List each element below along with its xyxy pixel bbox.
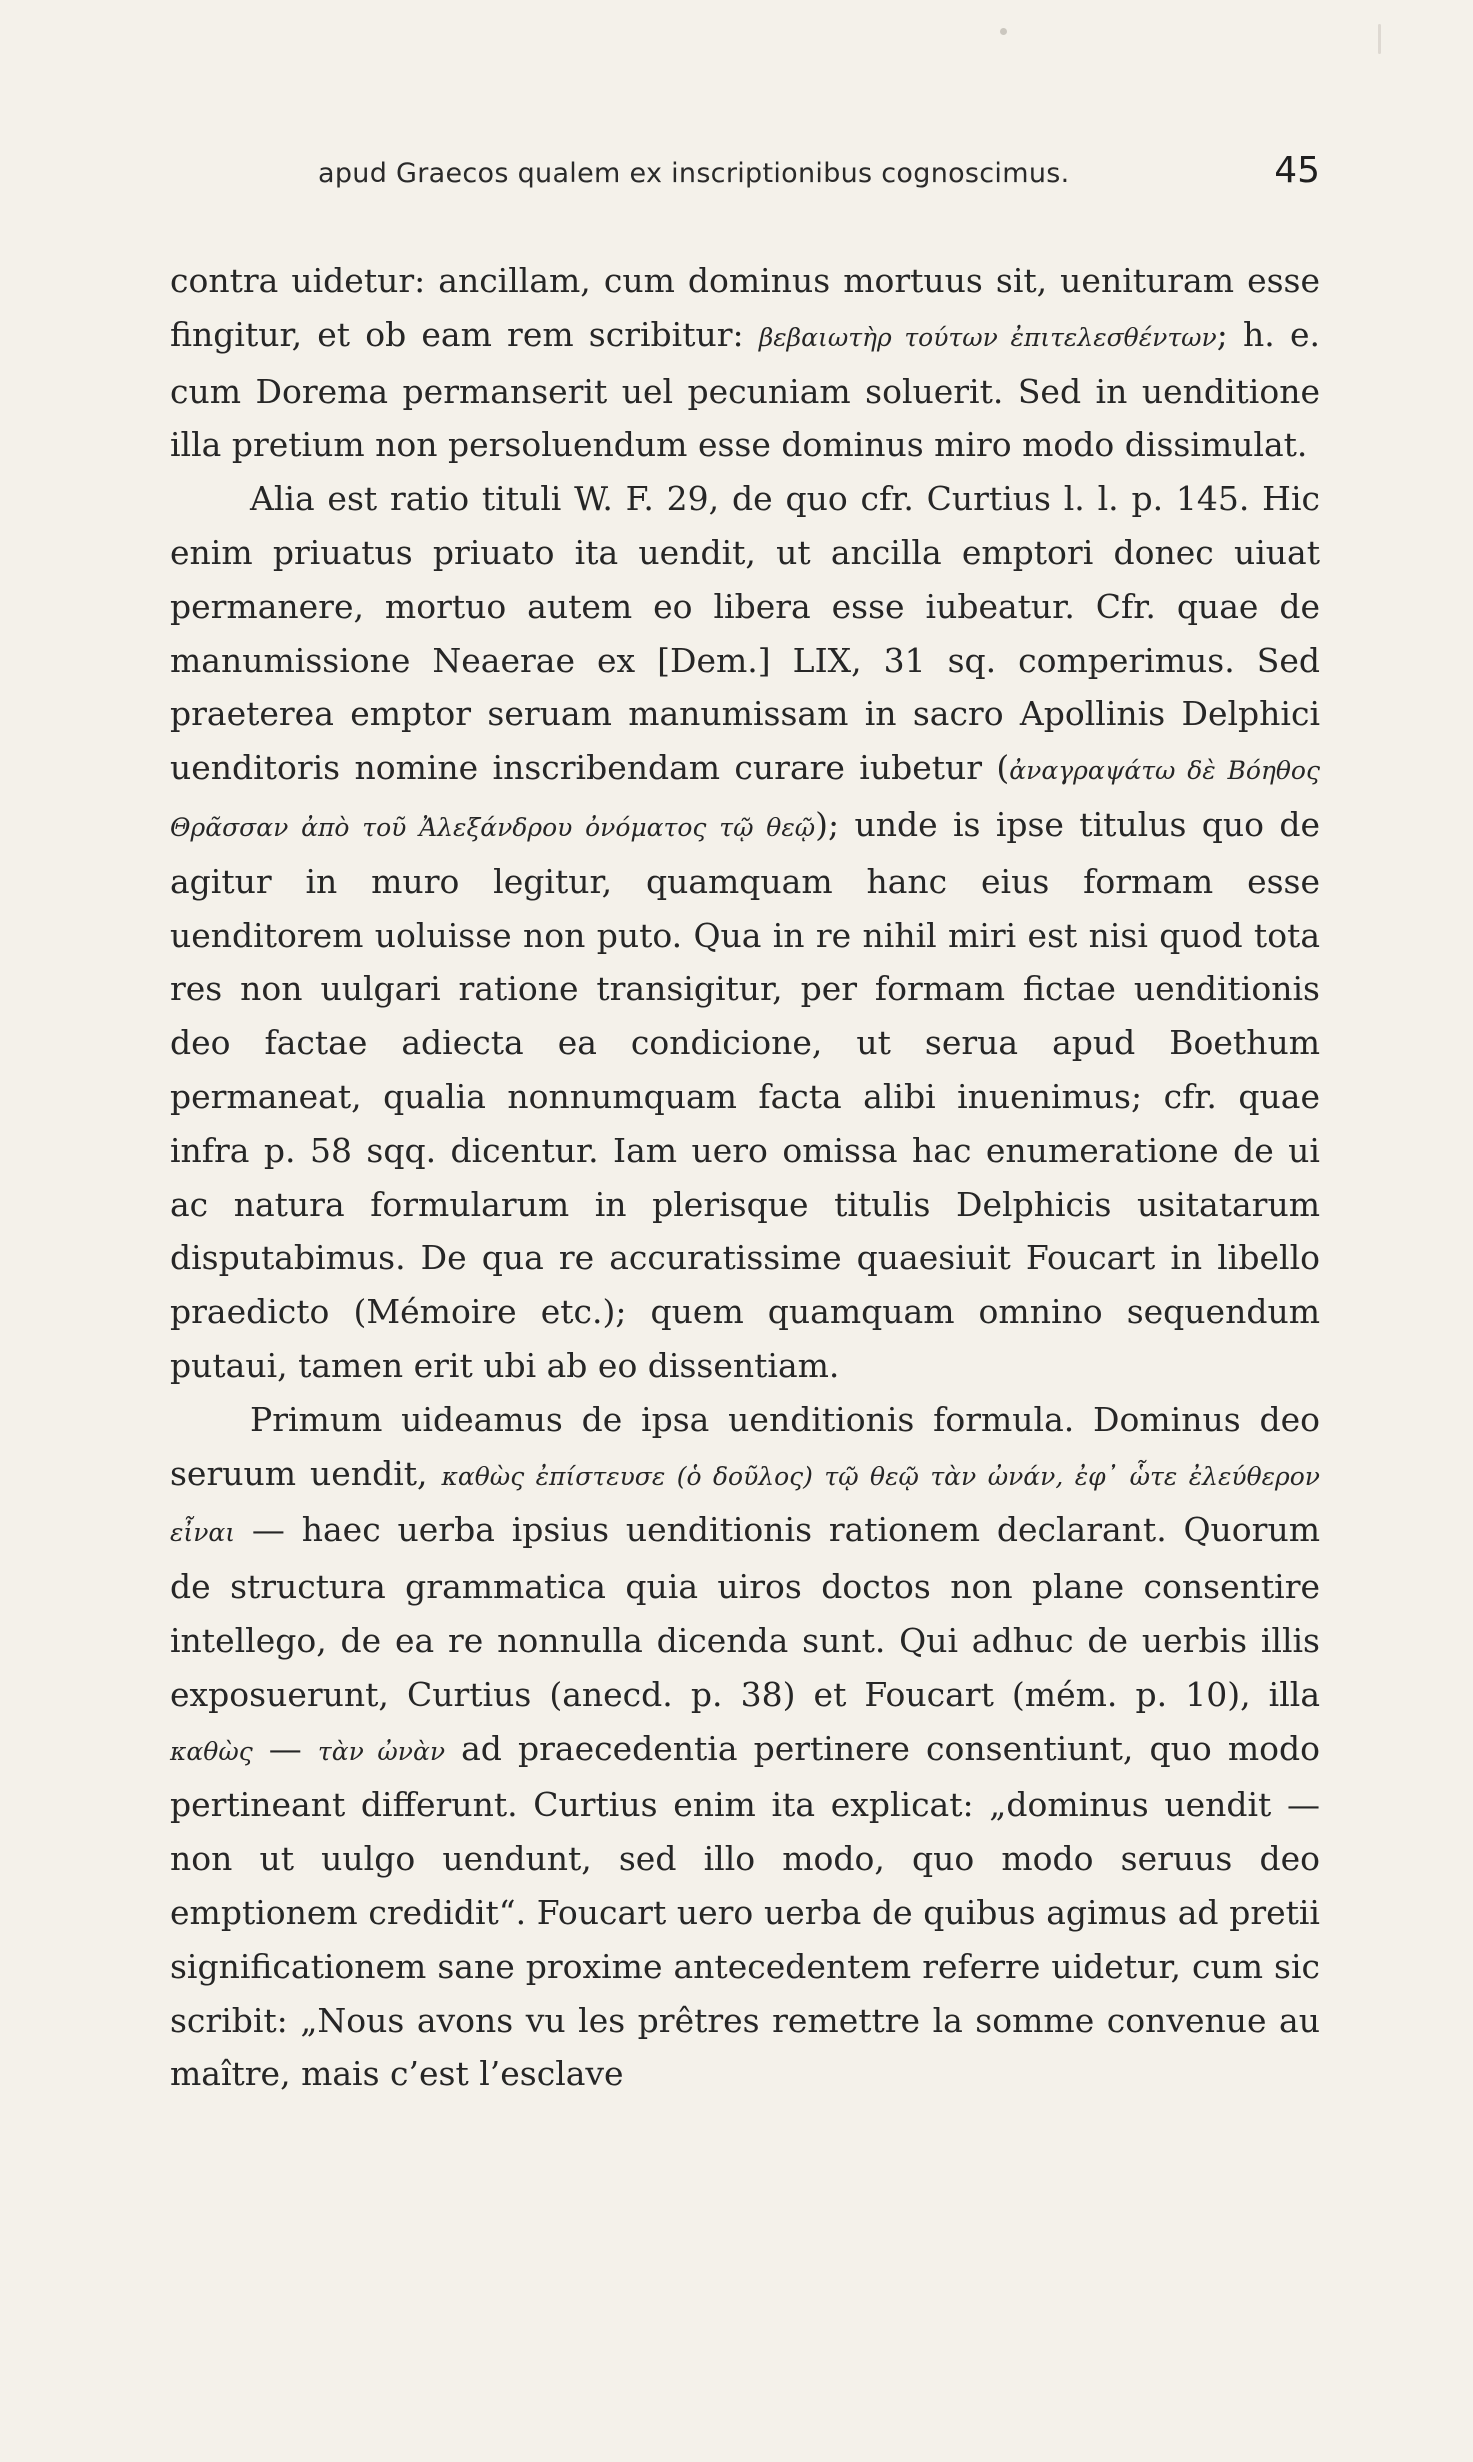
page-number: 45 bbox=[1274, 150, 1320, 191]
text-segment: ); unde is ipse titulus quo de agitur in muro legitur, quamquam hanc eius formam esse uenditorem uoluisse non puto. Qua in re nihil miri est nisi quod tota res non uulgari ratione transigitur, per formam fictae uenditionis deo factae adiecta ea condicione, ut serua apud Boethum permaneat, qualia nonnumquam facta alibi inuenimus; cfr. quae infra p. 58 sqq. dicentur. Iam uero omissa hac enumeratione de ui ac natura formularum in plerisque titulis Delphicis usitatarum disputabimus. De qua re accuratissime quaesiuit Foucart in libello praedicto (Mémoire etc.); quem quamquam omnino sequendum putaui, tamen erit ubi ab eo dissentiam. bbox=[170, 804, 1320, 1385]
paragraph-3 bbox=[170, 1393, 1320, 2101]
paragraph-2 bbox=[170, 472, 1320, 1393]
text-segment: ad praecedentia pertinere consentiunt, quo modo pertineant differunt. Curtius enim ita explicat: „dominus uendit — non ut uulgo uendunt, sed illo modo, quo modo seruus deo emptionem credidit“. Foucart uero uerba de quibus agimus ad pretii significationem sane proxime antecedentem referre uidetur, cum sic scribit: „Nous avons vu les prêtres remettre la somme convenue au maître, mais c’est l’esclave bbox=[170, 1728, 1320, 2094]
greek-quote: βεβαιωτὴρ τούτων ἐπιτελεσθέντων bbox=[758, 322, 1217, 352]
body-text bbox=[170, 254, 1320, 2101]
paper-speck bbox=[1000, 28, 1007, 35]
text-segment: Alia est ratio tituli W. F. 29, de quo cfr. Curtius l. l. p. 145. Hic enim priuatus priuato ita uendit, ut ancilla emptori donec uiuat permanere, mortuo autem eo libera esse iubeatur. Cfr. quae de manumissione Neaerae ex [Dem.] LIX, 31 sq. comperimus. Sed praeterea emptor seruam manumissam in sacro Apollinis Delphici uenditoris nomine inscribendam curare iubetur ( bbox=[170, 479, 1320, 788]
running-title: apud Graecos qualem ex inscriptionibus cognoscimus. bbox=[318, 158, 1070, 189]
text-segment: — haec uerba ipsius uenditionis rationem declarant. Quorum de structura grammatica quia uiros doctos non plane consentire intellego, de ea re nonnulla dicenda sunt. Qui adhuc de uerbis illis exposuerunt, Curtius (anecd. p. 38) et Foucart (mém. p. 10), illa bbox=[170, 1510, 1320, 1714]
greek-quote: καθὼς bbox=[170, 1736, 253, 1766]
paper-speck bbox=[1378, 24, 1381, 54]
book-page bbox=[170, 150, 1320, 2101]
running-head bbox=[170, 150, 1320, 210]
paragraph-1 bbox=[170, 254, 1320, 472]
text-segment: Primum uideamus de ipsa uenditionis formula. Dominus deo seruum uendit, bbox=[170, 1399, 1320, 1493]
text-segment: — bbox=[252, 1728, 318, 1768]
greek-quote: τὰν ὠνὰν bbox=[317, 1736, 446, 1766]
greek-quote: καθὼς ἐπίστευσε (ὁ δοῦλος) τῷ θεῷ τὰν ὠνάν, ἐφ᾽ ὧτε ἐλεύθερον εἶναι bbox=[170, 1461, 1320, 1548]
text-segment: ; h. e. cum Dorema permanserit uel pecuniam soluerit. Sed in uenditione illa pretium non persoluendum esse dominus miro modo dissimulat. bbox=[170, 314, 1320, 465]
text-segment: contra uidetur: ancillam, cum dominus mortuus sit, uenituram esse fingitur, et ob eam rem scribitur: bbox=[170, 261, 1320, 354]
greek-quote: ἀναγραψάτω δὲ Βόηθος Θρᾶσσαν ἀπὸ τοῦ Ἀλεξάνδρου ὀνόματος τῷ θεῷ bbox=[170, 756, 1320, 842]
